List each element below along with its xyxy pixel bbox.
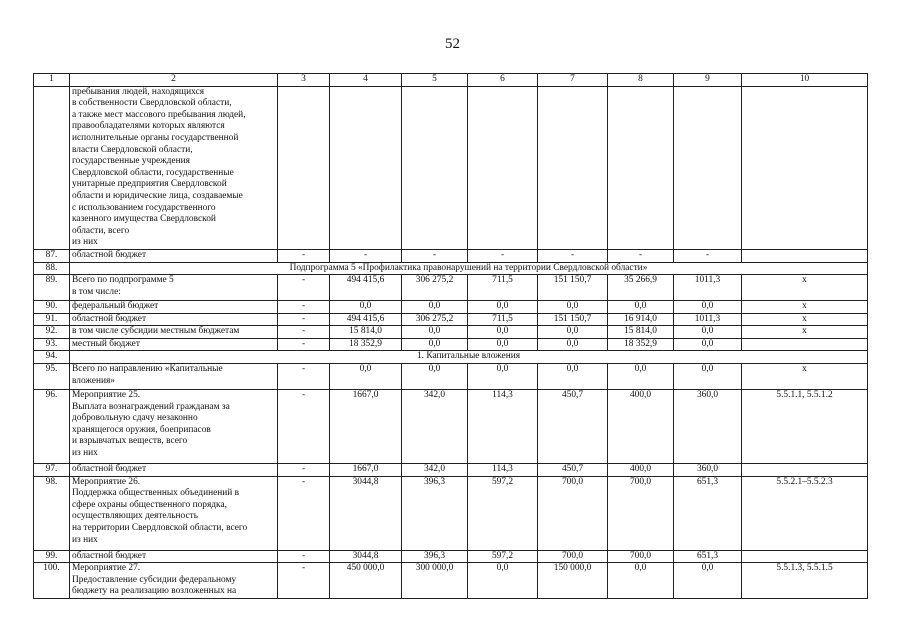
section-row	[34, 262, 868, 275]
column-number-row	[34, 74, 868, 87]
table-row	[34, 86, 868, 249]
value-cell: 306 275,2	[402, 275, 468, 301]
row-number-cell: 90.	[34, 301, 70, 314]
row-number-cell: 88.	[34, 262, 70, 275]
item-name-cell: Всего по направлению «Капитальные вложения»	[70, 364, 278, 390]
value-cell: 700,0	[608, 476, 674, 550]
value-cell: 360,0	[674, 390, 742, 464]
value-cell	[674, 86, 742, 249]
item-name-cell: областной бюджет	[70, 249, 278, 262]
value-cell: -	[278, 563, 330, 599]
row-number-cell: 87.	[34, 249, 70, 262]
value-cell: 597,2	[468, 550, 538, 563]
value-cell: 494 415,6	[330, 275, 402, 301]
value-cell: -	[278, 249, 330, 262]
value-cell	[468, 86, 538, 249]
value-cell: 3044,8	[330, 550, 402, 563]
value-cell: 0,0	[402, 326, 468, 339]
target-ref-cell: 5.5.1.1, 5.5.1.2	[742, 390, 868, 464]
value-cell: 15 814,0	[330, 326, 402, 339]
column-header: 8	[608, 74, 674, 87]
value-cell: 342,0	[402, 464, 468, 477]
row-number-cell: 97.	[34, 464, 70, 477]
item-name-cell: Мероприятие 26. Поддержка общественных объединений в сфере охраны общественного порядка, осуществляющих деятельность на территории Свердловской области, всего из них	[70, 476, 278, 550]
value-cell: 651,3	[674, 550, 742, 563]
value-cell: 300 000,0	[402, 563, 468, 599]
row-number-cell: 96.	[34, 390, 70, 464]
value-cell: 0,0	[674, 338, 742, 351]
item-name-cell: пребывания людей, находящихся в собственности Свердловской области, а также мест массового пребывания людей, правообладателями которых являются исполнительные органы государственной власти Свердловской области, государственные учреждения Свердловской области, государственные унитарные предприятия Свердловской области и юридические лица, создаваемые с использованием государственного казенного имущества Свердловской области, всего из них	[70, 86, 278, 249]
value-cell: 0,0	[608, 364, 674, 390]
table-row	[34, 338, 868, 351]
value-cell: 0,0	[402, 364, 468, 390]
value-cell: 450 000,0	[330, 563, 402, 599]
value-cell: 0,0	[674, 563, 742, 599]
value-cell: 0,0	[330, 364, 402, 390]
item-name-cell: областной бюджет	[70, 464, 278, 477]
column-header: 1	[34, 74, 70, 87]
table-row	[34, 563, 868, 599]
value-cell: 1667,0	[330, 390, 402, 464]
value-cell: -	[278, 338, 330, 351]
value-cell: 306 275,2	[402, 313, 468, 326]
target-ref-cell: х	[742, 326, 868, 339]
row-number-cell	[34, 86, 70, 249]
row-number-cell: 94.	[34, 351, 70, 364]
value-cell: 400,0	[608, 390, 674, 464]
budget-table	[33, 73, 868, 599]
value-cell: 0,0	[468, 364, 538, 390]
value-cell: 151 150,7	[538, 275, 608, 301]
target-ref-cell	[742, 338, 868, 351]
page-number: 52	[445, 36, 460, 52]
table-row	[34, 364, 868, 390]
value-cell: 114,3	[468, 464, 538, 477]
value-cell: 450,7	[538, 464, 608, 477]
item-name-cell: в том числе субсидии местным бюджетам	[70, 326, 278, 339]
row-number-cell: 100.	[34, 563, 70, 599]
column-header: 2	[70, 74, 278, 87]
value-cell: 0,0	[468, 338, 538, 351]
value-cell: -	[278, 313, 330, 326]
value-cell: 0,0	[538, 301, 608, 314]
value-cell: -	[330, 249, 402, 262]
value-cell: -	[278, 275, 330, 301]
value-cell: 700,0	[608, 550, 674, 563]
value-cell: -	[608, 249, 674, 262]
item-name-cell: Мероприятие 25. Выплата вознаграждений гражданам за добровольную сдачу незаконно хранящегося оружия, боеприпасов и взрывчатых веществ, всего из них	[70, 390, 278, 464]
target-ref-cell: х	[742, 301, 868, 314]
value-cell: 494 415,6	[330, 313, 402, 326]
value-cell: 396,3	[402, 550, 468, 563]
target-ref-cell	[742, 249, 868, 262]
value-cell: -	[278, 364, 330, 390]
target-ref-cell: х	[742, 364, 868, 390]
value-cell: 360,0	[674, 464, 742, 477]
section-title-cell: Подпрограмма 5 «Профилактика правонарушений на территории Свердловской области»	[70, 262, 868, 275]
value-cell: 16 914,0	[608, 313, 674, 326]
column-header: 4	[330, 74, 402, 87]
value-cell: 18 352,9	[608, 338, 674, 351]
value-cell: 0,0	[538, 364, 608, 390]
value-cell: 0,0	[468, 301, 538, 314]
value-cell: 0,0	[674, 326, 742, 339]
value-cell: 396,3	[402, 476, 468, 550]
value-cell: 35 266,9	[608, 275, 674, 301]
value-cell: -	[278, 326, 330, 339]
table-row	[34, 249, 868, 262]
value-cell	[278, 86, 330, 249]
value-cell: 0,0	[402, 338, 468, 351]
value-cell: 0,0	[538, 326, 608, 339]
section-row	[34, 351, 868, 364]
value-cell: 0,0	[608, 301, 674, 314]
table-row	[34, 275, 868, 301]
value-cell: 18 352,9	[330, 338, 402, 351]
value-cell	[608, 86, 674, 249]
value-cell: 450,7	[538, 390, 608, 464]
item-name-cell: Мероприятие 27. Предоставление субсидии федеральному бюджету на реализацию возложенных на	[70, 563, 278, 599]
row-number-cell: 89.	[34, 275, 70, 301]
column-header: 10	[742, 74, 868, 87]
value-cell: 3044,8	[330, 476, 402, 550]
value-cell: 114,3	[468, 390, 538, 464]
target-ref-cell: х	[742, 275, 868, 301]
value-cell: 1667,0	[330, 464, 402, 477]
value-cell: 400,0	[608, 464, 674, 477]
item-name-cell: областной бюджет	[70, 550, 278, 563]
value-cell: -	[278, 301, 330, 314]
value-cell: 0,0	[330, 301, 402, 314]
value-cell: 0,0	[674, 301, 742, 314]
value-cell: -	[278, 390, 330, 464]
table-row	[34, 464, 868, 477]
value-cell: -	[468, 249, 538, 262]
target-ref-cell	[742, 464, 868, 477]
value-cell	[538, 86, 608, 249]
value-cell: -	[278, 476, 330, 550]
table-row	[34, 326, 868, 339]
row-number-cell: 91.	[34, 313, 70, 326]
value-cell: 597,2	[468, 476, 538, 550]
row-number-cell: 92.	[34, 326, 70, 339]
item-name-cell: Всего по подпрограмме 5 в том числе:	[70, 275, 278, 301]
value-cell: -	[278, 550, 330, 563]
value-cell: 1011,3	[674, 275, 742, 301]
table-row	[34, 313, 868, 326]
value-cell: -	[674, 249, 742, 262]
value-cell: 0,0	[674, 364, 742, 390]
item-name-cell: федеральный бюджет	[70, 301, 278, 314]
table-row	[34, 476, 868, 550]
target-ref-cell: х	[742, 313, 868, 326]
item-name-cell: областной бюджет	[70, 313, 278, 326]
column-header: 6	[468, 74, 538, 87]
column-header: 9	[674, 74, 742, 87]
column-header: 7	[538, 74, 608, 87]
row-number-cell: 95.	[34, 364, 70, 390]
row-number-cell: 99.	[34, 550, 70, 563]
item-name-cell: местный бюджет	[70, 338, 278, 351]
section-title-cell: 1. Капитальные вложения	[70, 351, 868, 364]
value-cell: 0,0	[468, 326, 538, 339]
value-cell: 651,3	[674, 476, 742, 550]
value-cell: 0,0	[608, 563, 674, 599]
value-cell: 0,0	[402, 301, 468, 314]
target-ref-cell	[742, 550, 868, 563]
value-cell: 0,0	[468, 563, 538, 599]
value-cell: 15 814,0	[608, 326, 674, 339]
value-cell	[330, 86, 402, 249]
value-cell: 150 000,0	[538, 563, 608, 599]
target-ref-cell	[742, 86, 868, 249]
value-cell	[402, 86, 468, 249]
value-cell: 1011,3	[674, 313, 742, 326]
value-cell: -	[402, 249, 468, 262]
target-ref-cell: 5.5.2.1–5.5.2.3	[742, 476, 868, 550]
value-cell: 342,0	[402, 390, 468, 464]
row-number-cell: 93.	[34, 338, 70, 351]
value-cell: 700,0	[538, 476, 608, 550]
table-row	[34, 390, 868, 464]
column-header: 3	[278, 74, 330, 87]
value-cell: 151 150,7	[538, 313, 608, 326]
value-cell: -	[538, 249, 608, 262]
value-cell: 711,5	[468, 313, 538, 326]
row-number-cell: 98.	[34, 476, 70, 550]
target-ref-cell: 5.5.1.3, 5.5.1.5	[742, 563, 868, 599]
value-cell: 711,5	[468, 275, 538, 301]
table-row	[34, 550, 868, 563]
table-row	[34, 301, 868, 314]
value-cell: -	[278, 464, 330, 477]
value-cell: 700,0	[538, 550, 608, 563]
value-cell: 0,0	[538, 338, 608, 351]
column-header: 5	[402, 74, 468, 87]
